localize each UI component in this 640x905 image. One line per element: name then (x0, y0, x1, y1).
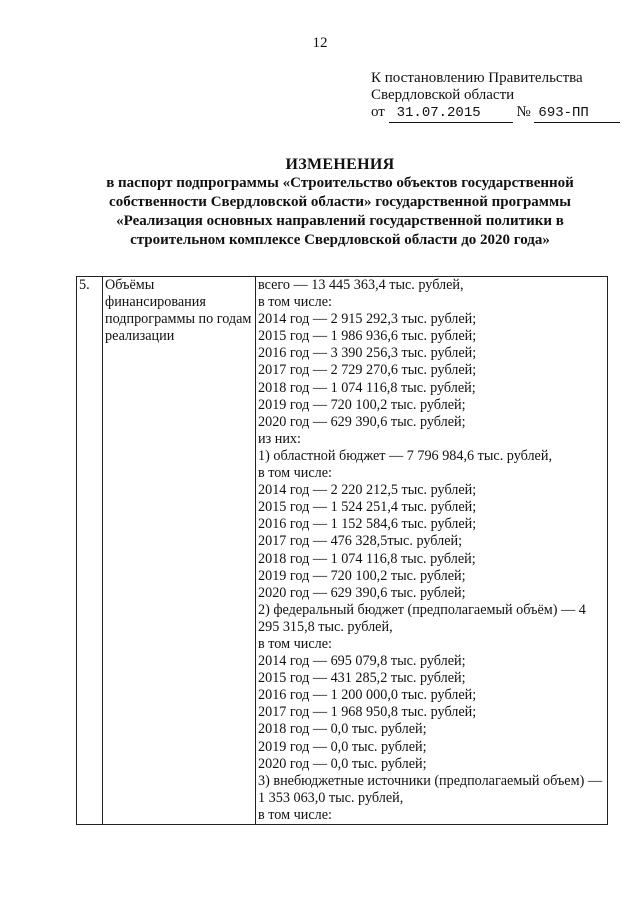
funding-line: 2020 год — 629 390,6 тыс. рублей; (258, 584, 466, 601)
funding-line: в том числе: (258, 294, 332, 311)
funding-line: всего — 13 445 363,4 тыс. рублей, (258, 277, 464, 293)
funding-line: из них: (258, 430, 301, 447)
funding-line: в том числе: (258, 465, 332, 482)
funding-line: 2019 год — 720 100,2 тыс. рублей; (258, 396, 466, 413)
funding-line: 2) федеральный бюджет (предполагаемый объём) — 4 295 315,8 тыс. рублей, (258, 601, 586, 635)
decree-date-line (371, 104, 621, 123)
document-heading (60, 155, 620, 250)
funding-line: 2017 год — 2 729 270,6 тыс. рублей; (258, 362, 477, 379)
funding-line: 2014 год — 695 079,8 тыс. рублей; (258, 653, 466, 670)
funding-line: 2018 год — 1 074 116,8 тыс. рублей; (258, 550, 476, 567)
page-number: 12 (312, 35, 328, 51)
funding-line: 2019 год — 720 100,2 тыс. рублей; (258, 567, 466, 584)
funding-line: 2018 год — 0,0 тыс. рублей; (258, 721, 427, 738)
funding-line: 2017 год — 476 328,5тыс. рублей; (258, 533, 463, 550)
funding-line: 2015 год — 431 285,2 тыс. рублей; (258, 670, 466, 687)
decree-from-label: от (371, 104, 385, 120)
decree-line-2: Свердловской области (371, 87, 515, 103)
funding-line: 2015 год — 1 524 251,4 тыс. рублей; (258, 499, 477, 516)
heading-title: ИЗМЕНЕНИЯ (285, 156, 395, 173)
heading-line-4: строительном комплексе Свердловской области до 2020 года» (130, 232, 550, 248)
decree-number-label: № (516, 104, 531, 120)
funding-line: 2016 год — 3 390 256,3 тыс. рублей; (258, 345, 477, 362)
heading-line-1: в паспорт подпрограммы «Строительство объектов государственной (106, 175, 574, 191)
funding-line: 3) внебюджетные источники (предполагаемый объем) — 1 353 063,0 тыс. рублей, (258, 772, 603, 806)
funding-line: 2014 год — 2 915 292,3 тыс. рублей; (258, 311, 477, 328)
funding-line: 2020 год — 0,0 тыс. рублей; (258, 755, 427, 772)
decree-number: 693-ПП (534, 105, 620, 123)
heading-line-3: «Реализация основных направлений государственной политики в (116, 213, 564, 229)
row-value (256, 277, 608, 825)
decree-line-1: К постановлению Правительства (371, 70, 583, 86)
funding-line: 2017 год — 1 968 950,8 тыс. рублей; (258, 704, 477, 721)
row-label: Объёмы финансирования подпрограммы по годам реализации (103, 277, 256, 825)
table-row (77, 277, 608, 825)
decree-date: 31.07.2015 (389, 105, 513, 123)
funding-line: 2020 год — 629 390,6 тыс. рублей; (258, 413, 466, 430)
passport-table (76, 276, 608, 825)
heading-line-2: собственности Свердловской области» государственной программы (109, 194, 571, 210)
funding-line: 2016 год — 1 200 000,0 тыс. рублей; (258, 687, 477, 704)
funding-line: в том числе: (258, 806, 332, 823)
funding-line: 2018 год — 1 074 116,8 тыс. рублей; (258, 379, 476, 396)
decree-reference (371, 70, 621, 123)
funding-line: 2015 год — 1 986 936,6 тыс. рублей; (258, 328, 477, 345)
funding-line: 2016 год — 1 152 584,6 тыс. рублей; (258, 516, 477, 533)
funding-line: 2014 год — 2 220 212,5 тыс. рублей; (258, 482, 477, 499)
funding-line: 2019 год — 0,0 тыс. рублей; (258, 738, 427, 755)
row-number: 5. (77, 277, 103, 825)
funding-line: 1) областной бюджет — 7 796 984,6 тыс. рублей, (258, 447, 552, 464)
funding-line: в том числе: (258, 635, 332, 652)
